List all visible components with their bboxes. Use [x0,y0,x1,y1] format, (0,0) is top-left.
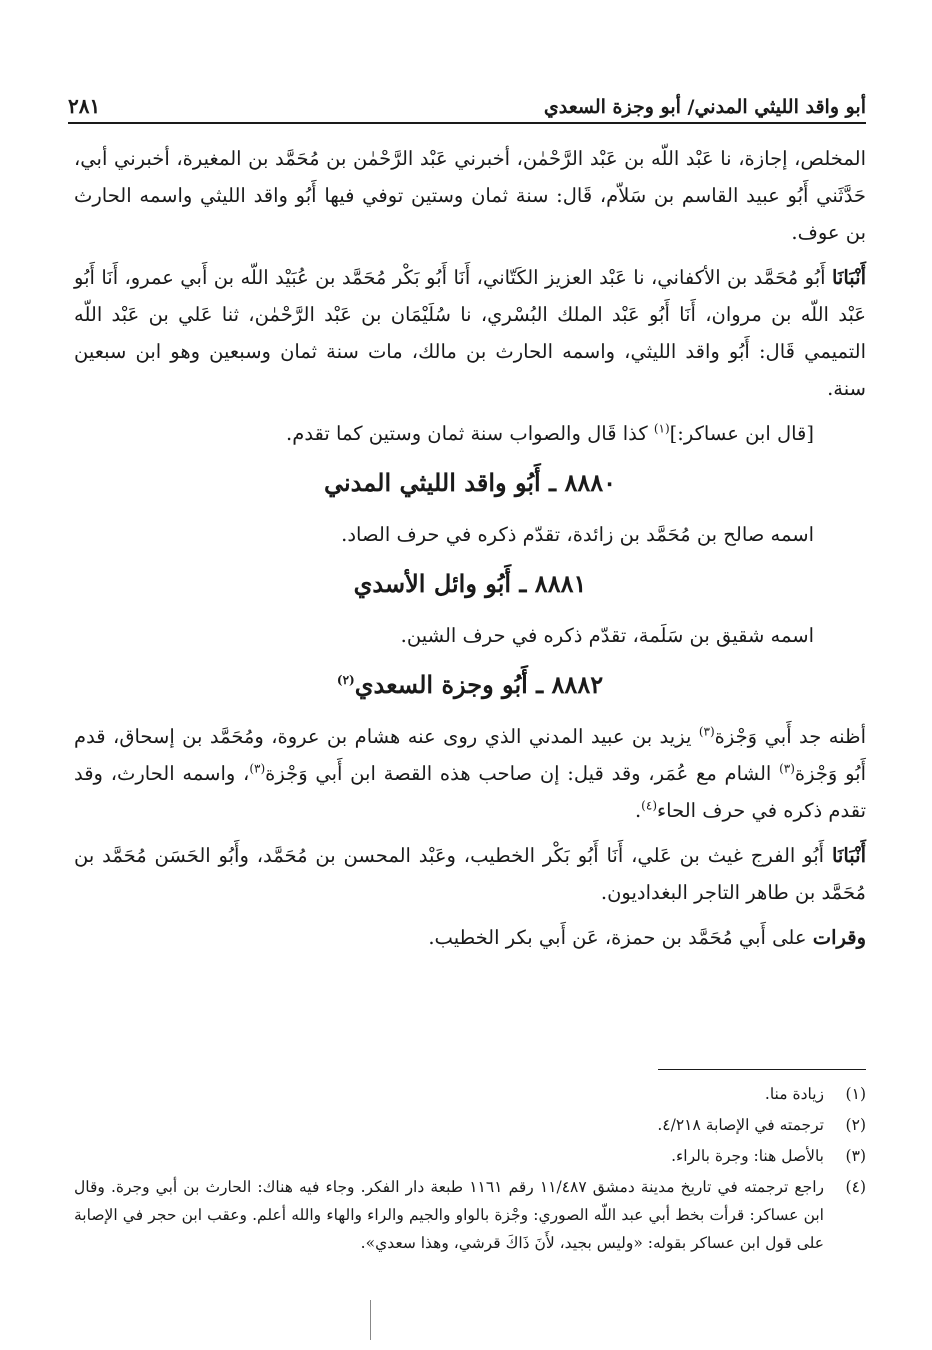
entry-text [74,516,866,553]
paragraph-text: أَبُو مُحَمَّد بن الأكفاني، نا عَبْد العزيز الكَتّاني، أَنَا أَبُو بَكْر مُحَمَّد بن عُبَيْد اللّه بن أَبي عمرو، أَنَا أَبُو عَبْد اللّه بن مروان، أَنَا أَبُو عَبْد الملك البُسْري، نا سُلَيْمَان بن عَبْد الرَّحْمٰن، ثنا عَلي بن عَبْد اللّه التميمي قَال: أَبُو واقد الليثي، واسمه الحارث بن مالك، مات سنة ثمان وسبعين وهو ابن سبعين سنة. [74,266,866,400]
paragraph-lead-word: أَنْبَانَا [831,266,866,289]
footnote-text: زيادة منا. [764,1085,824,1103]
footnote-ref: (٣) [779,761,795,776]
entry-heading: ٨٨٨١ ـ أَبُو وائل الأسدي [353,569,587,598]
footnote [74,1111,866,1139]
footnote-number: (٤) [845,1178,866,1196]
paragraph-lead-word: وقرات [812,926,866,949]
paragraph [74,259,866,407]
footnote-ref: (٣) [698,724,715,739]
paragraph-lead-word: أَنْبَانَا [831,844,866,867]
paragraph-text: الشام مع عُمَر، وقد قيل: إن صاحب هذه القصة ابن أَبي وَجْزة [265,762,780,785]
paragraph-text: . [634,799,642,822]
footnote-text: ترجمته في الإصابة ٤/٢١٨. [657,1116,824,1134]
paragraph-text: أَبُو الفرج غيث بن عَلي، أَنَا أَبُو بَكْر الخطيب، وعَبْد المحسن بن مُحَمَّد، وأَبُو الحَسَن مُحَمَّد بن مُحَمَّد بن طاهر التاجر البغداديون. [74,844,866,904]
footnote-number: (٣) [845,1147,866,1165]
footnote-ref: (١) [653,421,670,436]
footnote-ref: (٣) [249,761,266,776]
entry-heading-text: ٨٨٨٢ ـ أَبُو وجزة السعدي [354,670,604,699]
paragraph-text: المخلص، إجازة، نا عَبْد اللّه بن عَبْد الرَّحْمٰن، أخبرني عَبْد الرَّحْمٰن بن مُحَمَّد بن المغيرة، أخبرني أبي، حَدَّثَني أَبُو عبيد القاسم بن سَلاّم، قَال: سنة ثمان وستين توفي فيها أَبُو واقد الليثي واسمه الحارث بن عوف. [74,147,866,244]
editor-note [74,415,866,452]
footnote [74,1173,866,1257]
entry-heading [74,664,866,706]
footnote-ref: (٤) [641,798,657,813]
footnote-divider [658,1069,866,1070]
footnote [74,1142,866,1170]
entry-text-content: اسمه شقيق بن سَلَمة، تقدّم ذكره في حرف الشين. [400,624,814,647]
editor-note-text: كذا قَال والصواب سنة ثمان وستين كما تقدم. [286,422,654,445]
editor-note-prefix: [قال ابن عساكر:] [669,422,814,445]
paragraph-text: على أَبي مُحَمَّد بن حمزة، عَن أَبي بكر الخطيب. [428,926,813,949]
entry-text [74,617,866,654]
running-title: أبو واقد الليثي المدني/ أبو وجزة السعدي [543,96,866,118]
paragraph [74,140,866,251]
main-text [74,140,866,964]
paragraph-text: أظنه جد أَبي وَجْزة [714,725,866,748]
entry-heading: ٨٨٨٠ ـ أَبُو واقد الليثي المدني [324,468,616,497]
page-header [68,78,866,124]
footnote-ref: (٢) [336,673,355,687]
footnote-text: راجع ترجمته في تاريخ مدينة دمشق ١١/٤٨٧ رقم ١١٦١ طبعة دار الفكر. وجاء فيه هناك: الحارث بن أبي وجرة. وقال ابن عساكر: قرأت بخط أبي عبد اللّه الصوري: وجْزة بالواو والجيم والراء والهاء والله أعلم. وعقب ابن حجر في الإصابة على قول ابن عساكر بقوله: «وليس بجيد، لأَنَ ذَاكَ قرشي، وهذا سعدي». [74,1178,824,1252]
footnote-text: بالأصل هنا: وجرة بالراء. [671,1147,824,1165]
footnotes [74,1080,866,1260]
paragraph [74,837,866,911]
footnote-number: (٢) [845,1116,866,1134]
page-number: ٢٨١ [68,94,101,118]
scan-mark [370,1300,372,1340]
entry-text-content: اسمه صالح بن مُحَمَّد بن زائدة، تقدّم ذكره في حرف الصاد. [341,523,814,546]
paragraph-text: يزيد بن عبيد المدني الذي روى عنه هشام بن عروة، ومُحَمَّد بن إسحاق، قدم أَبُو وَجْزة [74,725,866,785]
paragraph [74,718,866,829]
paragraph-text: ، واسمه الحارث، وقد تقدم ذكره في حرف الحاء [74,762,866,822]
footnote [74,1080,866,1108]
paragraph [74,919,866,956]
footnote-number: (١) [845,1085,866,1103]
